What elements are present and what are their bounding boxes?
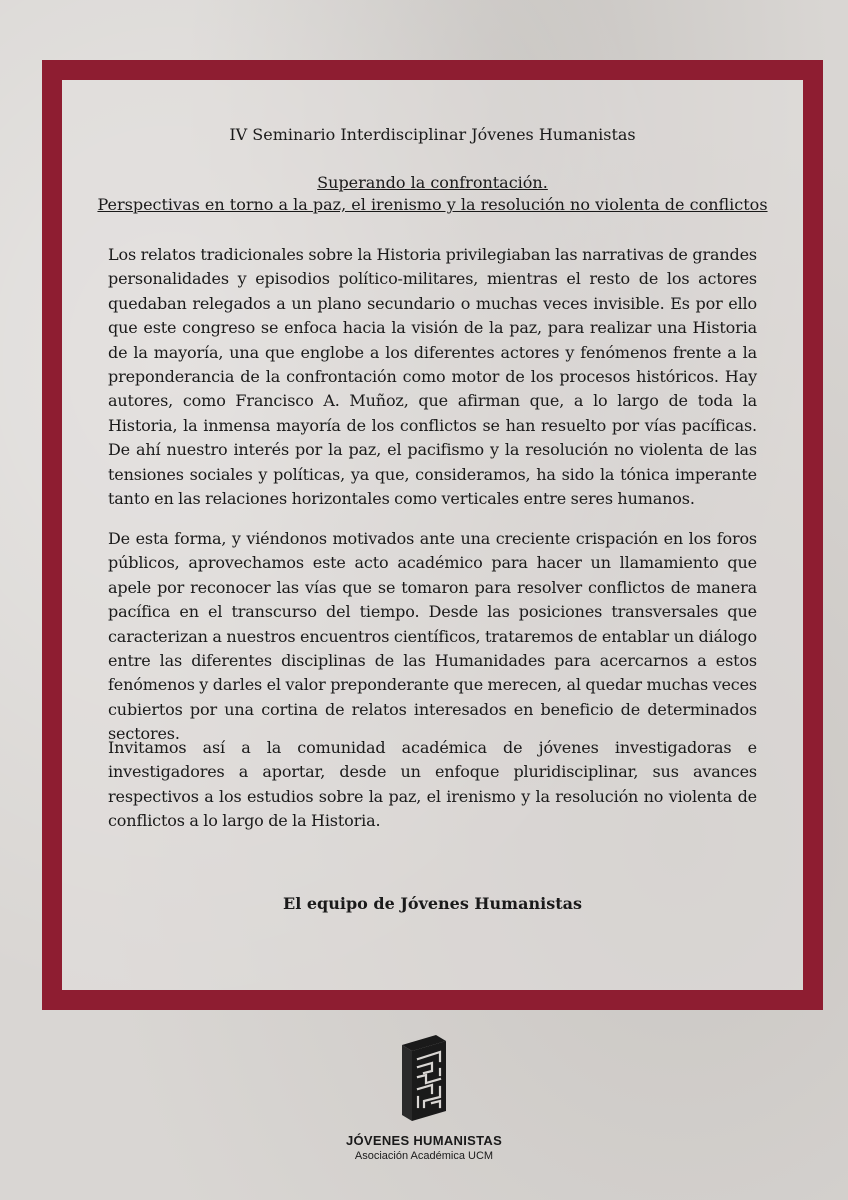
seminar-heading: IV Seminario Interdisciplinar Jóvenes Humanistas xyxy=(229,125,636,144)
title-line-2: Perspectivas en torno a la paz, el irenismo y la resolución no violenta de conflictos xyxy=(97,195,768,214)
signature: El equipo de Jóvenes Humanistas xyxy=(283,894,582,913)
logo-subtitle: Asociación Académica UCM xyxy=(354,1150,494,1162)
paragraph-1: Los relatos tradicionales sobre la Historia privilegiaban las narrativas de grandes personalidades y episodios político-militares, mientras el resto de los actores quedaban relegados a un plano secundario o muchas veces invisible. Es por ello que este congreso se enfoca hacia la visión de la paz, para realizar una Historia de la mayoría, una que englobe a los diferentes actores y fenómenos frente a la preponderancia de la confrontación como motor de los procesos históricos. Hay autores, como Francisco A. Muñoz, que afirman que, a lo largo de toda la Historia, la inmensa mayoría de los conflictos se han resuelto por vías pacíficas. De ahí nuestro interés por la paz, el pacifismo y la resolución no violenta de las tensiones sociales y políticas, ya que, consideramos, ha sido la tónica imperante tanto en las relaciones horizontales como verticales entre seres humanos. xyxy=(108,245,757,509)
paragraph-3: Invitamos así a la comunidad académica de jóvenes investigadoras e investigadores a aportar, desde un enfoque pluridisciplinar, sus avances respectivos a los estudios sobre la paz, el irenismo y la resolución no violenta de conflictos a lo largo de la Historia. xyxy=(108,738,757,831)
document-title xyxy=(88,172,777,216)
logo-name: JÓVENES HUMANISTAS xyxy=(345,1133,503,1148)
book-maze-icon xyxy=(396,1035,452,1121)
title-line-1: Superando la confrontación. xyxy=(317,173,548,192)
paragraph-2: De esta forma, y viéndonos motivados ante una creciente crispación en los foros públicos, aprovechamos este acto académico para hacer un llamamiento que apele por reconocer las vías que se tomaron para resolver conflictos de manera pacífica en el transcurso del tiempo. Desde las posiciones transversales que caracterizan a nuestros encuentros científicos, trataremos de entablar un diálogo entre las diferentes disciplinas de las Humanidades para acercarnos a estos fenómenos y darles el valor preponderante que merecen, al quedar muchas veces cubiertos por una cortina de relatos interesados en beneficio de determinados sectores. xyxy=(108,529,757,744)
organization-logo xyxy=(324,1035,524,1162)
red-frame xyxy=(42,60,823,1010)
